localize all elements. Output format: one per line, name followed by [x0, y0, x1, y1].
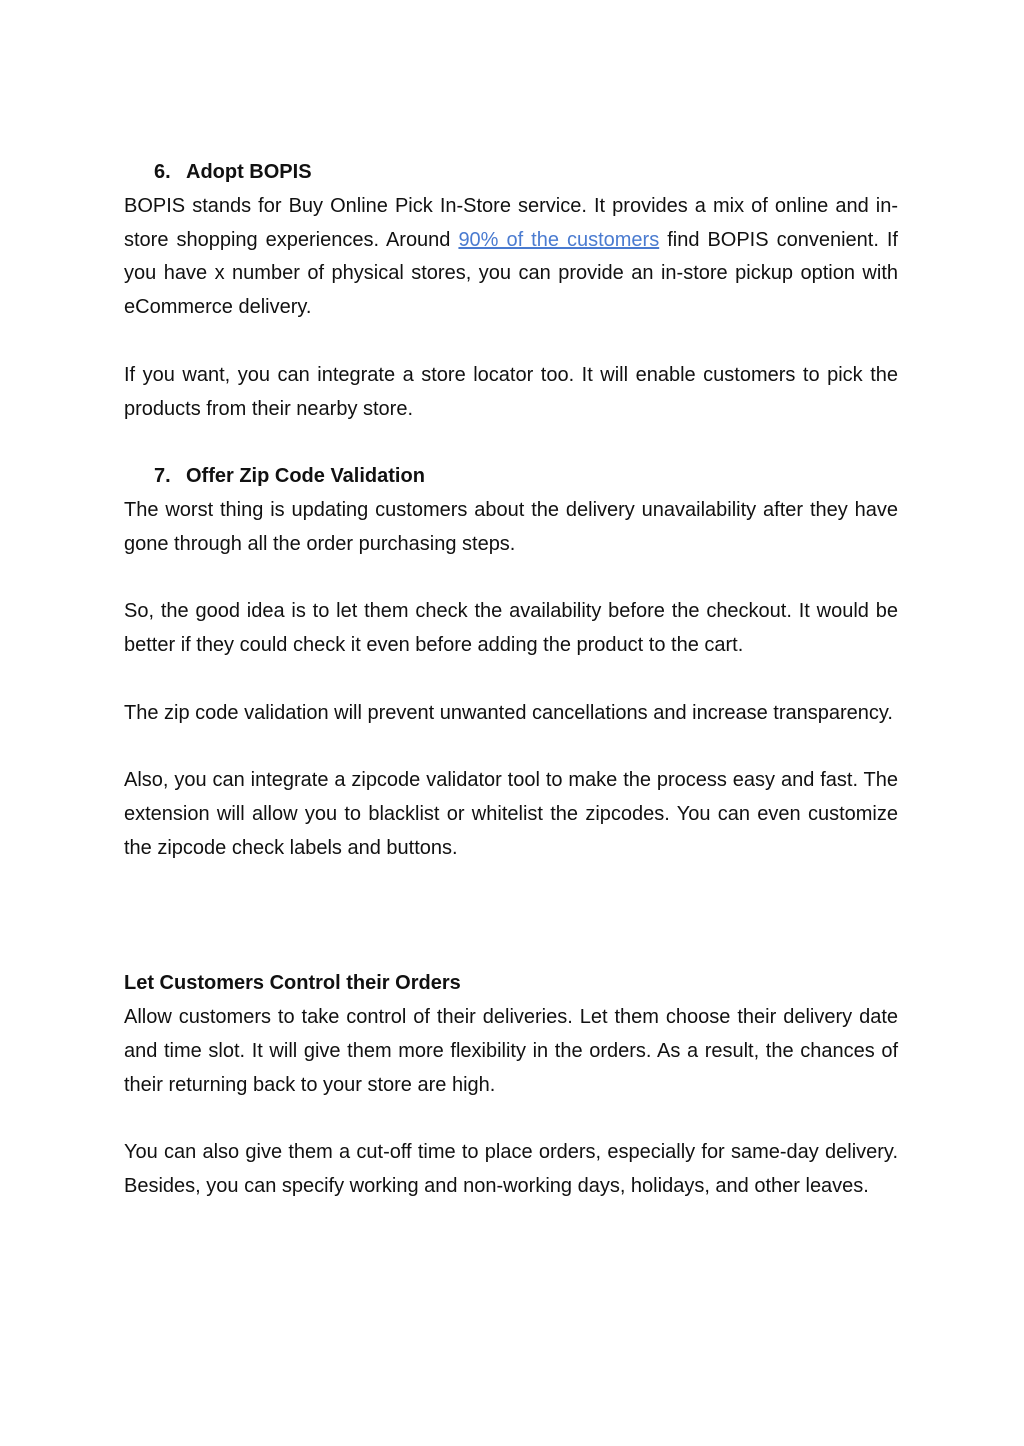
- section-7-paragraph-4: Also, you can integrate a zipcode validator tool to make the process easy and fast. The extension will allow you to blacklist or whitelist the zipcodes. You can even customize the zipcode check labels and buttons.: [124, 769, 898, 859]
- document-page: [124, 156, 898, 1204]
- section-6-title: Adopt BOPIS: [186, 161, 312, 183]
- customers-stat-link[interactable]: 90% of the customers: [458, 228, 660, 251]
- section-6-paragraph-1: [124, 190, 898, 325]
- section-7-heading: [124, 460, 898, 494]
- control-orders-heading: Let Customers Control their Orders: [124, 972, 461, 995]
- section-7-title: Offer Zip Code Validation: [186, 465, 425, 488]
- control-orders-paragraph-2: You can also give them a cut-off time to place orders, especially for same-day delivery. Besides, you can specify working and non-working days, holidays, and other leaves.: [124, 1141, 898, 1197]
- section-6-number: 6.: [154, 161, 171, 183]
- section-6-p1-before: BOPIS stands for Buy Online Pick In-Store service. It provides a mix of online and in-store shopping experiences. Around: [124, 194, 898, 251]
- section-7-paragraph-3: The zip code validation will prevent unwanted cancellations and increase transparency.: [124, 701, 893, 724]
- section-6-heading: [124, 156, 898, 190]
- section-7-number: 7.: [154, 465, 171, 488]
- section-6-paragraph-2: If you want, you can integrate a store locator too. It will enable customers to pick the products from their nearby store.: [124, 363, 898, 420]
- section-7-paragraph-1: The worst thing is updating customers about the delivery unavailability after they have gone through all the order purchasing steps.: [124, 498, 898, 555]
- control-orders-paragraph-1: Allow customers to take control of their deliveries. Let them choose their delivery date and time slot. It will give them more flexibility in the orders. As a result, the chances of their returning back to your store are high.: [124, 1005, 898, 1096]
- section-6-p1-after: find BOPIS convenient. If you have x number of physical stores, you can provide an in-store pickup option with eCommerce delivery.: [124, 228, 898, 319]
- section-7-paragraph-2: So, the good idea is to let them check the availability before the checkout. It would be better if they could check it even before adding the product to the cart.: [124, 600, 898, 657]
